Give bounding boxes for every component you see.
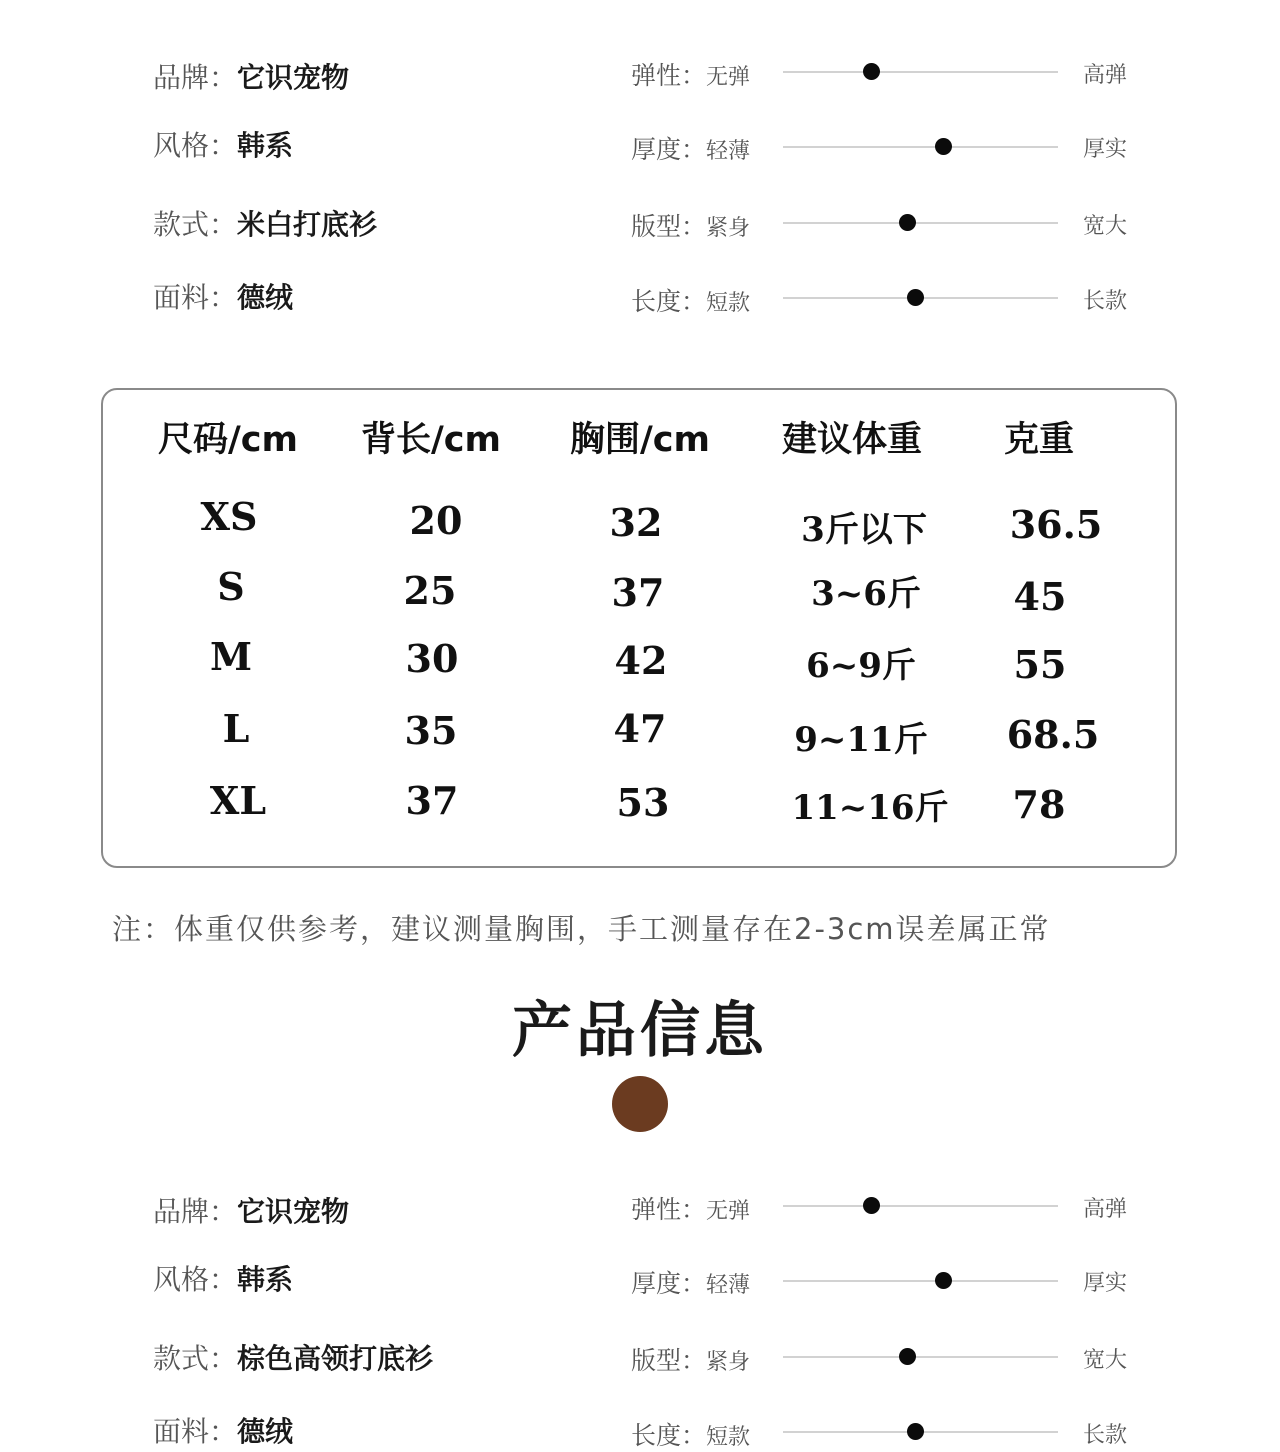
table-cell: 68.5	[1006, 712, 1100, 757]
attr-fabric: 面料：德绒	[153, 1415, 294, 1448]
attr-label: 款式	[153, 1342, 210, 1375]
table-cell: 55	[1013, 642, 1067, 687]
header-size: 尺码/cm	[158, 420, 299, 460]
table-cell: M	[209, 634, 253, 679]
table-cell: 47	[613, 706, 667, 751]
attr-type: 款式：米白打底衫	[153, 208, 378, 241]
attr-brand: 品牌：它识宠物	[153, 1195, 350, 1228]
section-title: 产品信息	[512, 996, 768, 1066]
scale-thickness-track	[783, 146, 1058, 148]
scale-high-label: 厚实	[1083, 137, 1128, 162]
table-cell: 20	[409, 498, 463, 543]
header-back-length: 背长/cm	[361, 420, 502, 460]
table-cell: 53	[616, 780, 670, 825]
product-attributes-block-2	[0, 1134, 1280, 1450]
table-cell: 25	[403, 568, 457, 613]
scale-knob	[899, 1348, 916, 1365]
attr-value: 棕色高领打底衫	[237, 1342, 434, 1375]
scale-fit-track	[783, 222, 1058, 224]
scale-low-label: 短款	[706, 291, 751, 316]
attr-type: 款式：棕色高领打底衫	[153, 1342, 434, 1375]
scale-fit-label: 版型：紧身	[631, 212, 751, 241]
scale-high-label: 长款	[1083, 289, 1128, 314]
scale-high-label: 厚实	[1083, 1271, 1128, 1296]
attr-style: 风格：韩系	[153, 1263, 294, 1296]
scale-low-label: 轻薄	[706, 139, 751, 164]
scale-knob	[935, 138, 952, 155]
scale-knob	[907, 289, 924, 306]
table-cell: 45	[1013, 574, 1067, 619]
attr-value: 德绒	[237, 1415, 294, 1448]
scale-low-label: 紧身	[706, 216, 751, 241]
table-cell: 78	[1012, 782, 1066, 827]
table-cell: XL	[209, 778, 267, 823]
header-gram-weight: 克重	[1004, 420, 1075, 460]
brown-color-dot	[612, 1076, 668, 1132]
attr-value: 米白打底衫	[237, 208, 378, 241]
scale-elasticity-track	[783, 71, 1058, 73]
scale-knob	[899, 214, 916, 231]
scale-elasticity-label: 弹性：无弹	[631, 61, 751, 90]
scale-thickness-track	[783, 1280, 1058, 1282]
scale-high-label: 高弹	[1083, 1197, 1128, 1222]
scale-high-label: 宽大	[1083, 214, 1128, 239]
scale-length-label: 长度：短款	[631, 1421, 751, 1450]
table-cell: 32	[609, 500, 663, 545]
scale-low-label: 轻薄	[706, 1273, 751, 1298]
attr-value: 韩系	[237, 129, 294, 162]
scale-knob	[863, 63, 880, 80]
scale-knob	[863, 1197, 880, 1214]
table-cell: 3斤以下	[801, 510, 927, 550]
attr-value: 它识宠物	[237, 1195, 350, 1228]
scale-length-track	[783, 297, 1058, 299]
scale-high-label: 高弹	[1083, 63, 1128, 88]
attr-label: 面料	[153, 1415, 210, 1448]
scale-high-label: 长款	[1083, 1423, 1128, 1448]
table-cell: 3~6斤	[811, 574, 921, 614]
table-cell: XS	[200, 494, 258, 539]
attr-label: 风格	[153, 129, 210, 162]
attr-label: 面料	[153, 281, 210, 314]
scale-knob	[907, 1423, 924, 1440]
header-chest: 胸围/cm	[570, 420, 711, 460]
table-cell: 6~9斤	[806, 646, 916, 686]
scale-low-label: 无弹	[706, 65, 751, 90]
header-weight: 建议体重	[782, 420, 923, 460]
table-cell: 42	[614, 638, 668, 683]
table-cell: 9~11斤	[794, 720, 928, 760]
scale-thickness-label: 厚度：轻薄	[631, 1269, 751, 1298]
scale-low-label: 无弹	[706, 1199, 751, 1224]
attr-value: 韩系	[237, 1263, 294, 1296]
attr-value: 它识宠物	[237, 61, 350, 94]
scale-fit-track	[783, 1356, 1058, 1358]
size-note: 注：体重仅供参考，建议测量胸围，手工测量存在2-3cm误差属正常	[112, 912, 1051, 946]
table-cell: 11~16斤	[791, 788, 949, 828]
scale-fit-label: 版型：紧身	[631, 1346, 751, 1375]
scale-low-label: 短款	[706, 1425, 751, 1450]
table-cell: 35	[404, 708, 458, 753]
scale-elasticity-track	[783, 1205, 1058, 1207]
table-cell: S	[217, 564, 245, 609]
table-cell: 30	[405, 636, 459, 681]
scale-knob	[935, 1272, 952, 1289]
attr-brand: 品牌：它识宠物	[153, 61, 350, 94]
product-attributes-block-1	[0, 0, 1280, 340]
attr-label: 风格	[153, 1263, 210, 1296]
table-cell: 37	[405, 778, 459, 823]
scale-high-label: 宽大	[1083, 1348, 1128, 1373]
attr-value: 德绒	[237, 281, 294, 314]
attr-label: 品牌	[153, 1195, 210, 1228]
scale-length-track	[783, 1431, 1058, 1433]
table-cell: 36.5	[1009, 502, 1103, 547]
attr-label: 款式	[153, 208, 210, 241]
attr-fabric: 面料：德绒	[153, 281, 294, 314]
table-cell: L	[222, 706, 250, 751]
attr-label: 品牌	[153, 61, 210, 94]
scale-low-label: 紧身	[706, 1350, 751, 1375]
scale-thickness-label: 厚度：轻薄	[631, 135, 751, 164]
scale-elasticity-label: 弹性：无弹	[631, 1195, 751, 1224]
scale-length-label: 长度：短款	[631, 287, 751, 316]
table-cell: 37	[611, 570, 665, 615]
attr-style: 风格：韩系	[153, 129, 294, 162]
